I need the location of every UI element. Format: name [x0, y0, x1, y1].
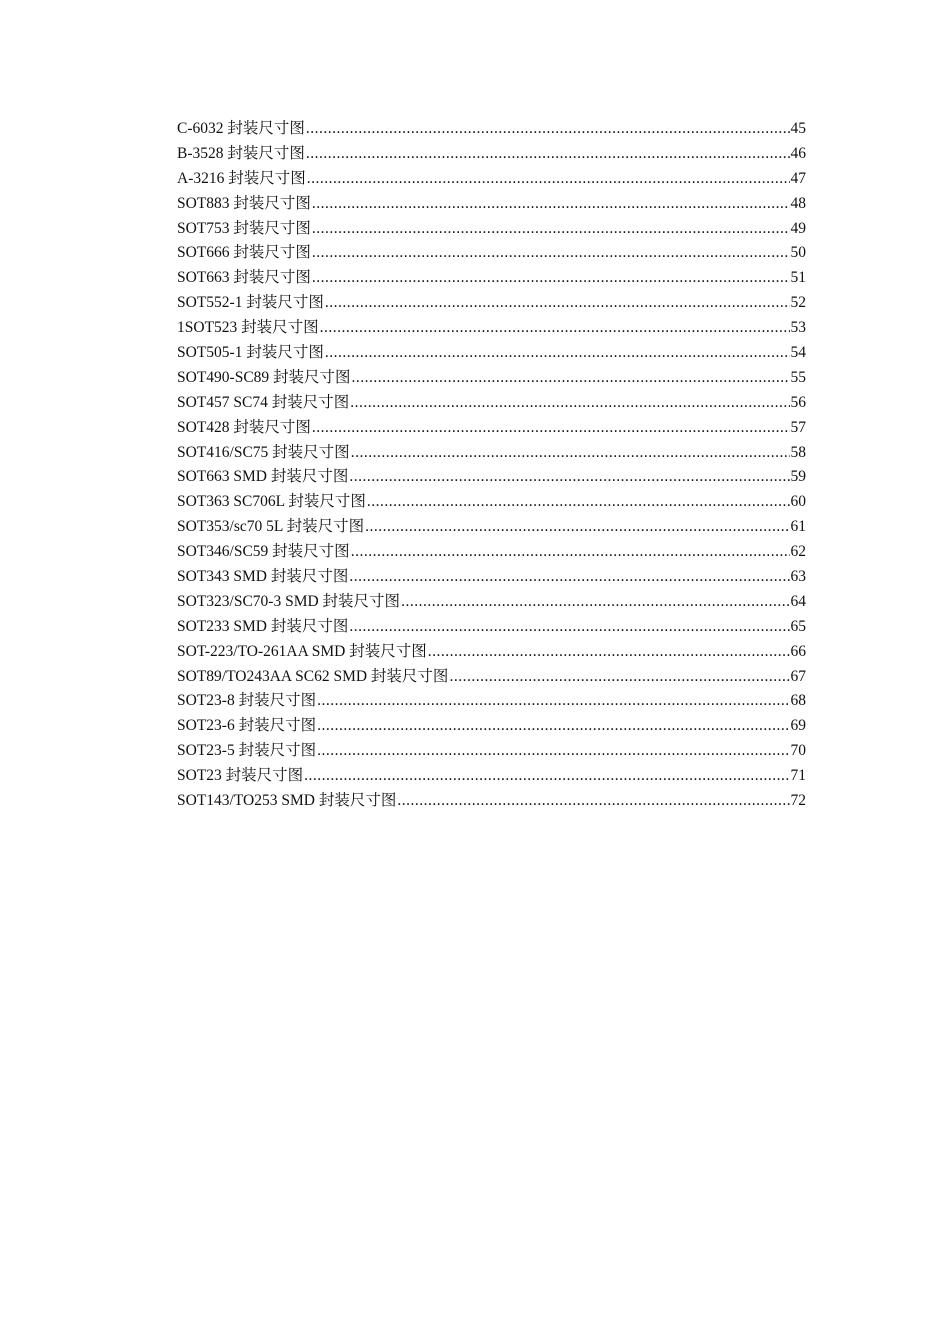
toc-entry[interactable] — [177, 763, 806, 788]
toc-entry-page-number: 71 — [790, 767, 806, 785]
toc-entry-title: B-3528 封装尺寸图 — [177, 144, 305, 162]
toc-entry-title: SOT89/TO243AA SC62 SMD 封装尺寸图 — [177, 667, 449, 685]
toc-entry[interactable] — [177, 564, 806, 589]
toc-dot-leader — [312, 195, 790, 213]
toc-entry[interactable] — [177, 489, 806, 514]
toc-entry[interactable] — [177, 440, 806, 465]
toc-dot-leader — [312, 220, 790, 238]
toc-entry-title: SOT416/SC75 封装尺寸图 — [177, 443, 350, 461]
toc-entry-page-number: 66 — [790, 642, 806, 660]
toc-entry-title: SOT23-6 封装尺寸图 — [177, 717, 317, 735]
toc-entry-page-number: 59 — [790, 468, 806, 486]
toc-dot-leader — [428, 643, 790, 661]
toc-entry-title: SOT428 封装尺寸图 — [177, 418, 311, 436]
toc-entry-title: 1SOT523 封装尺寸图 — [177, 319, 319, 337]
toc-entry[interactable] — [177, 614, 806, 639]
toc-dot-leader — [349, 568, 789, 586]
toc-entry-page-number: 63 — [790, 568, 806, 586]
toc-entry-page-number: 70 — [790, 742, 806, 760]
toc-entry[interactable] — [177, 290, 806, 315]
toc-entry-page-number: 69 — [790, 717, 806, 735]
toc-entry-title: SOT490-SC89 封装尺寸图 — [177, 368, 351, 386]
toc-dot-leader — [351, 543, 790, 561]
toc-dot-leader — [312, 269, 790, 287]
toc-dot-leader — [349, 618, 789, 636]
toc-dot-leader — [312, 244, 790, 262]
toc-entry-page-number: 72 — [790, 792, 806, 810]
toc-entry-title: SOT363 SC706L 封装尺寸图 — [177, 493, 366, 511]
toc-entry-title: SOT663 SMD 封装尺寸图 — [177, 468, 349, 486]
toc-entry-page-number: 47 — [790, 169, 806, 187]
toc-entry[interactable] — [177, 191, 806, 216]
toc-entry[interactable] — [177, 664, 806, 689]
toc-entry-title: SOT663 封装尺寸图 — [177, 269, 311, 287]
toc-dot-leader — [304, 767, 789, 785]
toc-dot-leader — [365, 518, 789, 536]
toc-entry-title: SOT343 SMD 封装尺寸图 — [177, 568, 349, 586]
toc-entry[interactable] — [177, 340, 806, 365]
toc-entry[interactable] — [177, 166, 806, 191]
toc-dot-leader — [397, 792, 789, 810]
toc-entry[interactable] — [177, 116, 806, 141]
toc-entry-page-number: 56 — [790, 393, 806, 411]
toc-entry-title: SOT233 SMD 封装尺寸图 — [177, 617, 349, 635]
toc-dot-leader — [325, 344, 790, 362]
toc-dot-leader — [352, 369, 790, 387]
toc-entry[interactable] — [177, 216, 806, 241]
toc-dot-leader — [325, 294, 790, 312]
toc-dot-leader — [306, 120, 790, 138]
toc-entry-title: SOT23-8 封装尺寸图 — [177, 692, 317, 710]
toc-entry[interactable] — [177, 788, 806, 813]
toc-entry-page-number: 54 — [790, 344, 806, 362]
toc-entry[interactable] — [177, 365, 806, 390]
toc-entry-page-number: 51 — [790, 269, 806, 287]
toc-entry-title: SOT353/sc70 5L 封装尺寸图 — [177, 518, 365, 536]
toc-entry-title: SOT753 封装尺寸图 — [177, 219, 311, 237]
toc-entry[interactable] — [177, 464, 806, 489]
table-of-contents — [177, 116, 806, 813]
toc-entry[interactable] — [177, 539, 806, 564]
toc-entry-page-number: 46 — [790, 144, 806, 162]
toc-entry-title: SOT457 SC74 封装尺寸图 — [177, 393, 350, 411]
toc-dot-leader — [317, 717, 789, 735]
toc-entry[interactable] — [177, 639, 806, 664]
toc-entry-title: C-6032 封装尺寸图 — [177, 120, 305, 137]
toc-entry[interactable] — [177, 713, 806, 738]
toc-entry-page-number: 61 — [790, 518, 806, 536]
toc-dot-leader — [401, 593, 789, 611]
toc-entry[interactable] — [177, 390, 806, 415]
toc-dot-leader — [349, 468, 789, 486]
toc-entry-title: SOT143/TO253 SMD 封装尺寸图 — [177, 792, 397, 810]
toc-entry-title: A-3216 封装尺寸图 — [177, 169, 306, 187]
toc-dot-leader — [317, 692, 789, 710]
toc-entry-page-number: 49 — [790, 219, 806, 237]
toc-entry-title: SOT323/SC70-3 SMD 封装尺寸图 — [177, 592, 401, 610]
toc-entry-page-number: 58 — [790, 443, 806, 461]
toc-entry-title: SOT-223/TO-261AA SMD 封装尺寸图 — [177, 642, 427, 660]
toc-entry-page-number: 60 — [790, 493, 806, 511]
toc-entry-title: SOT505-1 封装尺寸图 — [177, 344, 324, 362]
toc-entry-page-number: 65 — [790, 617, 806, 635]
toc-entry-page-number: 68 — [790, 692, 806, 710]
toc-entry-page-number: 48 — [790, 194, 806, 212]
toc-dot-leader — [307, 170, 790, 188]
toc-entry[interactable] — [177, 514, 806, 539]
toc-entry[interactable] — [177, 738, 806, 763]
toc-dot-leader — [306, 145, 790, 163]
toc-entry[interactable] — [177, 265, 806, 290]
toc-entry-title: SOT883 封装尺寸图 — [177, 194, 311, 212]
toc-entry-title: SOT23-5 封装尺寸图 — [177, 742, 317, 760]
toc-entry-page-number: 55 — [790, 368, 806, 386]
toc-entry-title: SOT552-1 封装尺寸图 — [177, 294, 324, 312]
toc-entry-page-number: 50 — [790, 244, 806, 262]
toc-entry-title: SOT23 封装尺寸图 — [177, 767, 304, 785]
toc-dot-leader — [312, 419, 790, 437]
toc-entry-page-number: 64 — [790, 592, 806, 610]
toc-dot-leader — [317, 742, 789, 760]
toc-entry-page-number: 53 — [790, 319, 806, 337]
toc-entry-title: SOT666 封装尺寸图 — [177, 244, 311, 262]
toc-entry[interactable] — [177, 415, 806, 440]
toc-entry[interactable] — [177, 589, 806, 614]
toc-dot-leader — [320, 319, 790, 337]
toc-entry-page-number: 62 — [790, 543, 806, 561]
toc-entry[interactable] — [177, 688, 806, 713]
toc-entry-title: SOT346/SC59 封装尺寸图 — [177, 543, 350, 561]
toc-entry-page-number: 52 — [790, 294, 806, 312]
toc-dot-leader — [351, 444, 790, 462]
toc-entry-page-number: 57 — [790, 418, 806, 436]
toc-dot-leader — [350, 394, 789, 412]
toc-entry[interactable] — [177, 315, 806, 340]
toc-entry-page-number: 45 — [790, 120, 806, 137]
toc-entry[interactable] — [177, 240, 806, 265]
toc-dot-leader — [449, 668, 789, 686]
toc-entry[interactable] — [177, 141, 806, 166]
toc-entry-page-number: 67 — [790, 667, 806, 685]
toc-dot-leader — [367, 493, 790, 511]
